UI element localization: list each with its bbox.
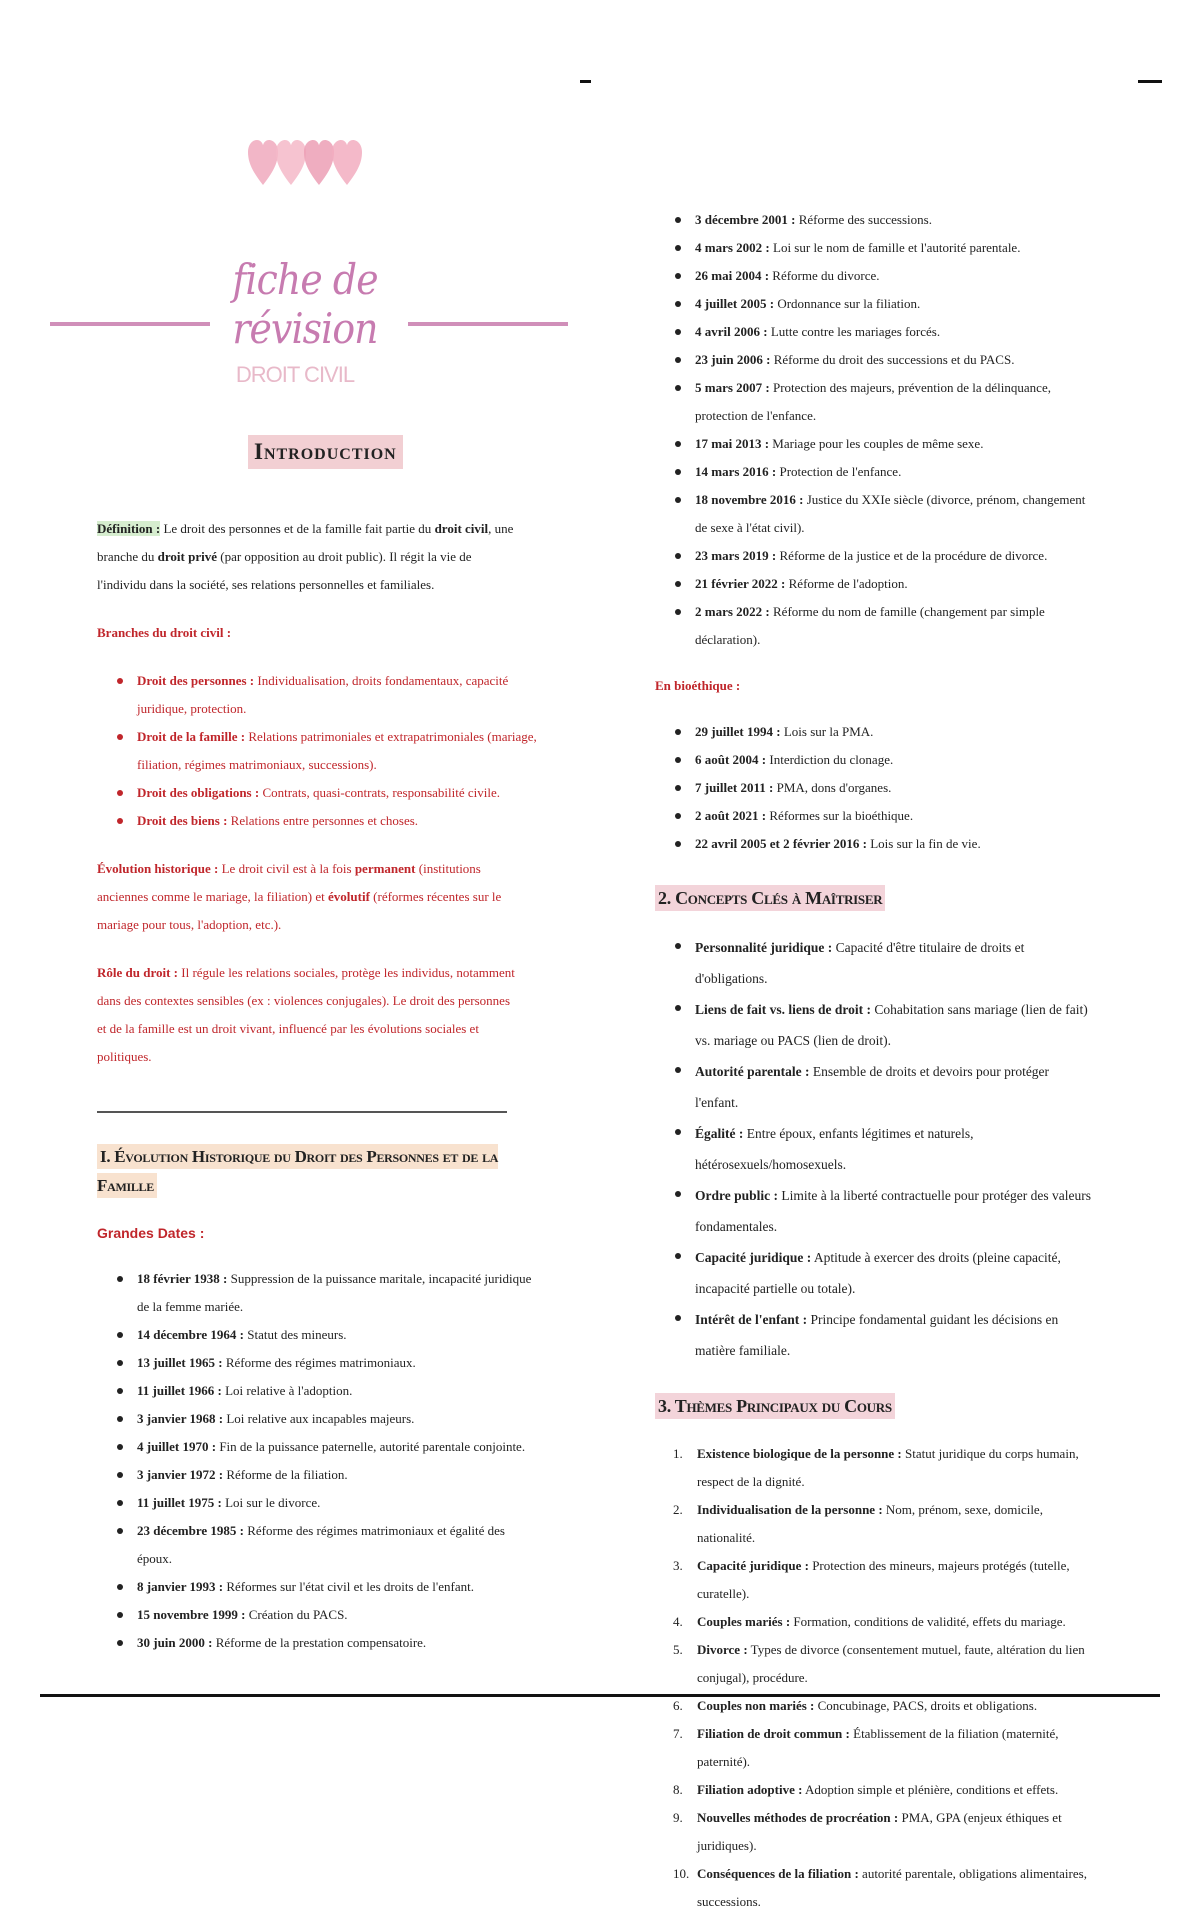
list-item: 4 juillet 2005 : Ordonnance sur la filiation. <box>673 290 1095 318</box>
list-item: 9. Nouvelles méthodes de procréation : PMA, GPA (enjeux éthiques et juridiques). <box>673 1810 1062 1853</box>
list-item: 3 janvier 1972 : Réforme de la filiation. <box>115 1461 537 1489</box>
list-item: 11 juillet 1975 : Loi sur le divorce. <box>115 1489 537 1517</box>
list-item: Ordre public : Limite à la liberté contractuelle pour protéger des valeurs fondamentales. <box>673 1180 1095 1242</box>
list-item: 7. Filiation de droit commun : Établissement de la filiation (maternité, paternité). <box>673 1726 1059 1769</box>
list-item: Personnalité juridique : Capacité d'être titulaire de droits et d'obligations. <box>673 932 1095 994</box>
list-item: 11 juillet 1966 : Loi relative à l'adoption. <box>115 1377 537 1405</box>
left-column <box>97 515 537 1657</box>
list-item: Autorité parentale : Ensemble de droits et devoirs pour protéger l'enfant. <box>673 1056 1095 1118</box>
themes-list <box>655 1440 1095 1916</box>
list-item: 2 mars 2022 : Réforme du nom de famille (changement par simple déclaration). <box>673 598 1095 654</box>
list-item: 1. Existence biologique de la personne : Statut juridique du corps humain, respect de la dignité. <box>673 1446 1079 1489</box>
list-item: 14 décembre 1964 : Statut des mineurs. <box>115 1321 537 1349</box>
list-item: 26 mai 2004 : Réforme du divorce. <box>673 262 1095 290</box>
list-item: 23 juin 2006 : Réforme du droit des successions et du PACS. <box>673 346 1095 374</box>
concepts-list <box>655 932 1095 1366</box>
list-item: 5 mars 2007 : Protection des majeurs, prévention de la délinquance, protection de l'enfance. <box>673 374 1095 430</box>
branches-label: Branches du droit civil : <box>97 625 232 640</box>
heart-icon <box>332 140 358 182</box>
list-item: 22 avril 2005 et 2 février 2016 : Lois sur la fin de vie. <box>673 830 1095 858</box>
page-bottom-rule <box>40 1694 1160 1697</box>
list-item: 17 mai 2013 : Mariage pour les couples de même sexe. <box>673 430 1095 458</box>
list-item: 8. Filiation adoptive : Adoption simple et plénière, conditions et effets. <box>673 1782 1059 1797</box>
definition-paragraph: Définition : Le droit des personnes et de la famille fait partie du droit civil, une branche du droit privé (par opposition au droit public). Il régit la vie de l'individu dans la société, ses relations personnelles et familiales. <box>97 521 514 592</box>
list-item: Droit des personnes : Individualisation, droits fondamentaux, capacité juridique, protection. <box>115 667 537 723</box>
list-item: Capacité juridique : Aptitude à exercer des droits (pleine capacité, incapacité partielle ou totale). <box>673 1242 1095 1304</box>
list-item: Égalité : Entre époux, enfants légitimes et naturels, hétérosexuels/homosexuels. <box>673 1118 1095 1180</box>
page-edge-marker-right <box>1138 80 1162 83</box>
list-item: 29 juillet 1994 : Lois sur la PMA. <box>673 718 1095 746</box>
bioethics-label: En bioéthique : <box>655 678 741 693</box>
section3-heading: 3. Thèmes Principaux du Cours <box>655 1393 895 1419</box>
list-item: 3 janvier 1968 : Loi relative aux incapables majeurs. <box>115 1405 537 1433</box>
document-title: fiche de révision <box>232 255 378 353</box>
list-item: 2. Individualisation de la personne : Nom, prénom, sexe, domicile, nationalité. <box>673 1502 1043 1545</box>
list-item: 18 novembre 2016 : Justice du XXIe siècle (divorce, prénom, changement de sexe à l'état civil). <box>673 486 1095 542</box>
heart-icon <box>276 140 302 182</box>
list-item: Liens de fait vs. liens de droit : Cohabitation sans mariage (lien de fait) vs. mariage ou PACS (lien de droit). <box>673 994 1095 1056</box>
hearts-decoration <box>248 140 358 182</box>
list-item: 23 décembre 1985 : Réforme des régimes matrimoniaux et égalité des époux. <box>115 1517 537 1573</box>
right-column <box>655 206 1095 1916</box>
list-item: 7 juillet 2011 : PMA, dons d'organes. <box>673 774 1095 802</box>
definition-label: Définition : <box>97 521 161 536</box>
list-item: Droit des obligations : Contrats, quasi-contrats, responsabilité civile. <box>115 779 537 807</box>
role-paragraph: Rôle du droit : Il régule les relations sociales, protège les individus, notamment dans des contextes sensibles (ex : violences conjugales). Le droit des personnes et de la famille est un droit vivant, influencé par les évolutions sociales et politiques. <box>97 965 515 1064</box>
dates-list <box>97 1265 537 1657</box>
list-item: 3. Capacité juridique : Protection des mineurs, majeurs protégés (tutelle, curatelle). <box>673 1558 1070 1601</box>
heart-icon <box>304 140 330 182</box>
dates-label: Grandes Dates : <box>97 1225 205 1241</box>
list-item: 5. Divorce : Types de divorce (consentement mutuel, faute, altération du lien conjugal), procédure. <box>673 1642 1085 1685</box>
list-item: 30 juin 2000 : Réforme de la prestation compensatoire. <box>115 1629 537 1657</box>
list-item: 13 juillet 1965 : Réforme des régimes matrimoniaux. <box>115 1349 537 1377</box>
heart-icon <box>248 140 274 182</box>
section1-heading: I. Évolution Historique du Droit des Personnes et de la Famille <box>97 1144 498 1198</box>
list-item: 14 mars 2016 : Protection de l'enfance. <box>673 458 1095 486</box>
title-rule-left <box>50 322 210 326</box>
branches-list <box>97 667 537 835</box>
intro-heading: Introduction <box>248 435 403 469</box>
document-subtitle: DROIT CIVIL <box>235 362 355 387</box>
list-item: 4 mars 2002 : Loi sur le nom de famille et l'autorité parentale. <box>673 234 1095 262</box>
list-item: 4 avril 2006 : Lutte contre les mariages forcés. <box>673 318 1095 346</box>
list-item: 3 décembre 2001 : Réforme des successions. <box>673 206 1095 234</box>
list-item: Intérêt de l'enfant : Principe fondamental guidant les décisions en matière familiale. <box>673 1304 1095 1366</box>
title-rule-right <box>408 322 568 326</box>
list-item: Droit des biens : Relations entre personnes et choses. <box>115 807 537 835</box>
section-divider <box>97 1111 507 1113</box>
list-item: 2 août 2021 : Réformes sur la bioéthique. <box>673 802 1095 830</box>
list-item: 10. Conséquences de la filiation : autorité parentale, obligations alimentaires, successions. <box>673 1866 1087 1909</box>
list-item: 6. Couples non mariés : Concubinage, PACS, droits et obligations. <box>673 1698 1038 1713</box>
section2-heading: 2. Concepts Clés à Maîtriser <box>655 885 885 911</box>
bioethics-list <box>655 718 1095 858</box>
list-item: 4. Couples mariés : Formation, conditions de validité, effets du mariage. <box>673 1614 1066 1629</box>
dates-list-continued <box>655 206 1095 654</box>
list-item: 4 juillet 1970 : Fin de la puissance paternelle, autorité parentale conjointe. <box>115 1433 537 1461</box>
list-item: Droit de la famille : Relations patrimoniales et extrapatrimoniales (mariage, filiation, régimes matrimoniaux, successions). <box>115 723 537 779</box>
list-item: 21 février 2022 : Réforme de l'adoption. <box>673 570 1095 598</box>
list-item: 15 novembre 1999 : Création du PACS. <box>115 1601 537 1629</box>
list-item: 6 août 2004 : Interdiction du clonage. <box>673 746 1095 774</box>
list-item: 23 mars 2019 : Réforme de la justice et de la procédure de divorce. <box>673 542 1095 570</box>
page-edge-marker-left <box>580 80 591 83</box>
evolution-paragraph: Évolution historique : Le droit civil est à la fois permanent (institutions anciennes comme le mariage, la filiation) et évolutif (réformes récentes sur le mariage pour tous, l'adoption, etc.). <box>97 861 502 932</box>
list-item: 18 février 1938 : Suppression de la puissance maritale, incapacité juridique de la femme mariée. <box>115 1265 537 1321</box>
list-item: 8 janvier 1993 : Réformes sur l'état civil et les droits de l'enfant. <box>115 1573 537 1601</box>
